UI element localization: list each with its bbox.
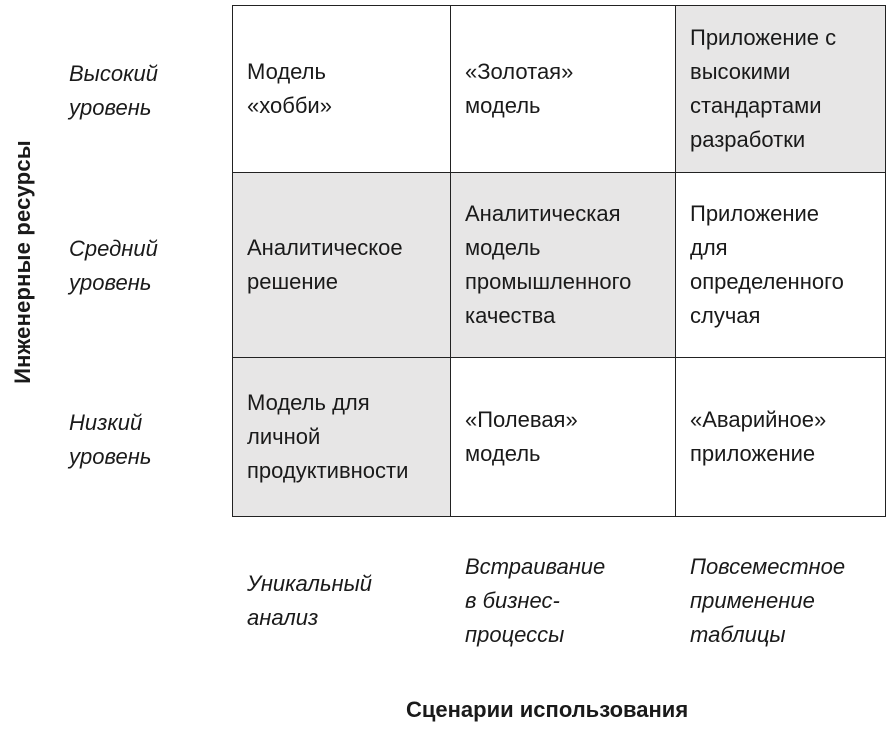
- cell-field-model: «Полевая» модель: [451, 358, 676, 516]
- y-axis-title: Инженерные ресурсы: [10, 140, 35, 384]
- cell-golden-model: «Золотая» модель: [451, 6, 676, 173]
- matrix-grid: [232, 5, 886, 517]
- cell-industrial-analytical-model: Аналитическая модель промышленного качества: [451, 173, 676, 358]
- column-label-ubiquitous-use: Повсеместное применение таблицы: [690, 554, 846, 647]
- cell-analytical-solution: Аналитическое решение: [233, 173, 451, 358]
- row-label-high: Высокий уровень: [69, 61, 158, 120]
- column-label-unique-analysis: Уникальный анализ: [247, 571, 373, 630]
- cell-hobby-model: Модель «хобби»: [233, 6, 451, 173]
- row-label-low: Низкий уровень: [69, 410, 152, 469]
- row-label-medium: Средний уровень: [69, 236, 158, 295]
- cell-specific-case-app: Приложение для определенного случая: [676, 173, 885, 358]
- x-axis-title: Сценарии использования: [406, 697, 689, 722]
- cell-personal-productivity-model: Модель для личной продуктивности: [233, 358, 451, 516]
- cell-high-standards-app: Приложение с высокими стандартами разработки: [676, 6, 885, 173]
- column-label-business-integration: Встраивание в бизнес- процессы: [465, 554, 606, 647]
- cell-emergency-app: «Аварийное» приложение: [690, 407, 827, 466]
